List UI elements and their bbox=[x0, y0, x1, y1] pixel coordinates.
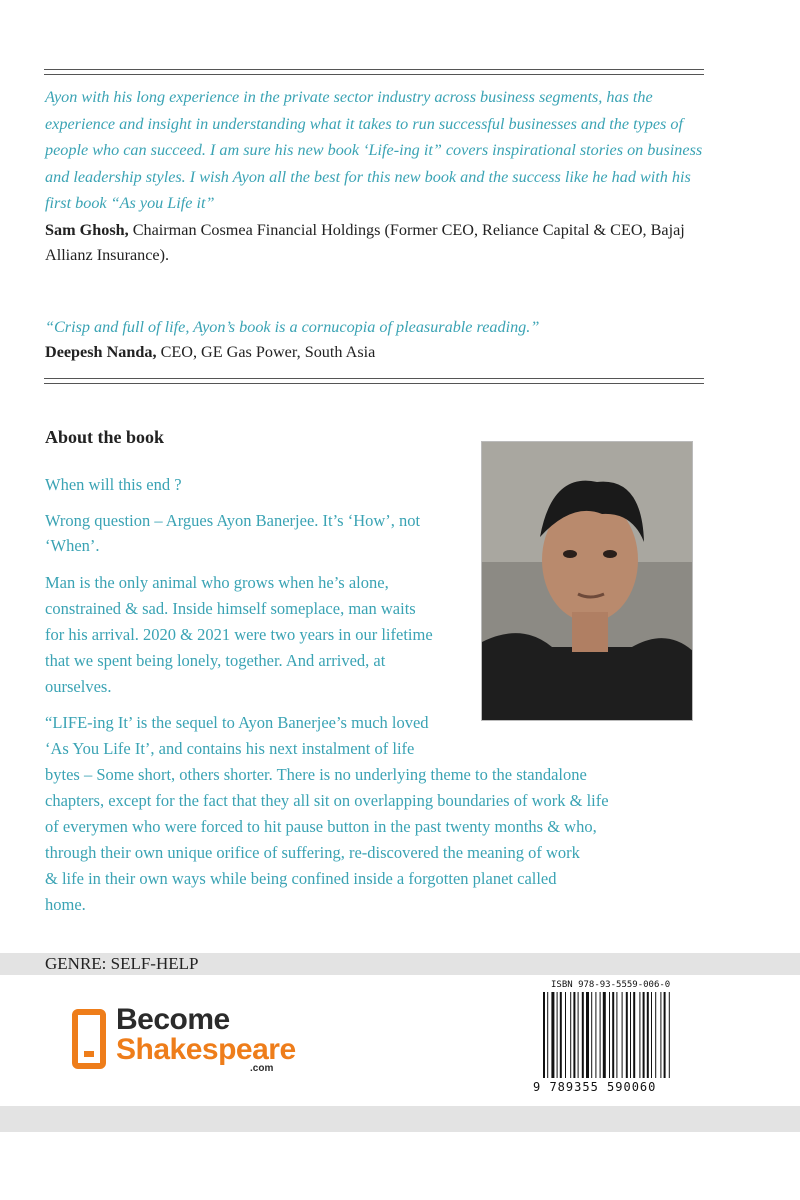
isbn-label: ISBN 978-93-5559-006-0 bbox=[551, 980, 671, 990]
top-divider bbox=[44, 69, 704, 75]
middle-divider bbox=[44, 378, 704, 384]
testimonial-quote-1: Ayon with his long experience in the private sector industry across business segments, has the experience and insight in understanding what it takes to run successful businesses and the types of people who can succeed. I am sure his new book ‘Life-ing it” covers inspirational stories on business and leadership styles. I wish Ayon all the best for this new book and the success like he had with his first book “As you Life it” bbox=[45, 88, 703, 212]
barcode-digits: 9 789355 590060 bbox=[533, 1080, 657, 1094]
testimonial-name-1: Sam Ghosh, bbox=[45, 221, 129, 239]
about-para-3-line: that we spent being lonely, together. And arrived, at bbox=[45, 651, 386, 670]
testimonial-quote-2: “Crisp and full of life, Ayon’s book is a cornucopia of pleasurable reading.” bbox=[45, 318, 540, 336]
about-para-4-line: of everymen who were forced to hit pause button in the past twenty months & who, bbox=[45, 817, 597, 836]
publisher-name-line1: Become bbox=[116, 1003, 230, 1036]
about-para-3-line: constrained & sad. Inside himself someplace, man waits bbox=[45, 599, 416, 618]
about-para-1: When will this end ? bbox=[45, 475, 182, 494]
publisher-name-line3: .com bbox=[250, 1063, 274, 1074]
about-para-4-line: & life in their own ways while being confined inside a forgotten planet called bbox=[45, 869, 557, 888]
author-photo bbox=[481, 441, 693, 721]
about-para-2b: ‘When’. bbox=[45, 536, 100, 555]
about-para-3-line: ourselves. bbox=[45, 677, 112, 696]
about-para-4-line: “LIFE-ing It’ is the sequel to Ayon Banerjee’s much loved bbox=[45, 713, 429, 732]
author-portrait-icon bbox=[482, 442, 693, 721]
about-para-3-line: Man is the only animal who grows when he’s alone, bbox=[45, 573, 389, 592]
footer-bar bbox=[0, 1106, 800, 1132]
about-para-2a: Wrong question – Argues Ayon Banerjee. It’s ‘How’, not bbox=[45, 511, 421, 530]
publisher-name-line2: Shakespeare bbox=[116, 1033, 296, 1066]
about-para-4-line: through their own unique orifice of suffering, re-discovered the meaning of work bbox=[45, 843, 580, 862]
about-heading: About the book bbox=[45, 427, 165, 447]
isbn-barcode bbox=[533, 980, 703, 1096]
testimonial-role-2: CEO, GE Gas Power, South Asia bbox=[156, 343, 376, 361]
publisher-logo bbox=[72, 1005, 342, 1077]
testimonial-name-2: Deepesh Nanda, bbox=[45, 343, 157, 361]
about-para-4-line: ‘As You Life It’, and contains his next instalment of life bbox=[45, 739, 415, 758]
barcode-bars-icon bbox=[543, 992, 703, 1078]
genre-label: GENRE: SELF-HELP bbox=[45, 954, 199, 973]
about-para-4-line: bytes – Some short, others shorter. There is no underlying theme to the standalone bbox=[45, 765, 587, 784]
about-para-4-line: home. bbox=[45, 895, 86, 914]
testimonial-role-1: Chairman Cosmea Financial Holdings (Former CEO, Reliance Capital & CEO, Bajaj Allianz Insurance). bbox=[45, 221, 685, 264]
testimonial-attribution-2 bbox=[45, 340, 710, 365]
about-para-4-line: chapters, except for the fact that they all sit on overlapping boundaries of work & life bbox=[45, 791, 609, 810]
publisher-book-icon bbox=[72, 1009, 106, 1069]
testimonial-attribution-1 bbox=[45, 218, 710, 268]
about-para-3-line: for his arrival. 2020 & 2021 were two years in our lifetime bbox=[45, 625, 433, 644]
